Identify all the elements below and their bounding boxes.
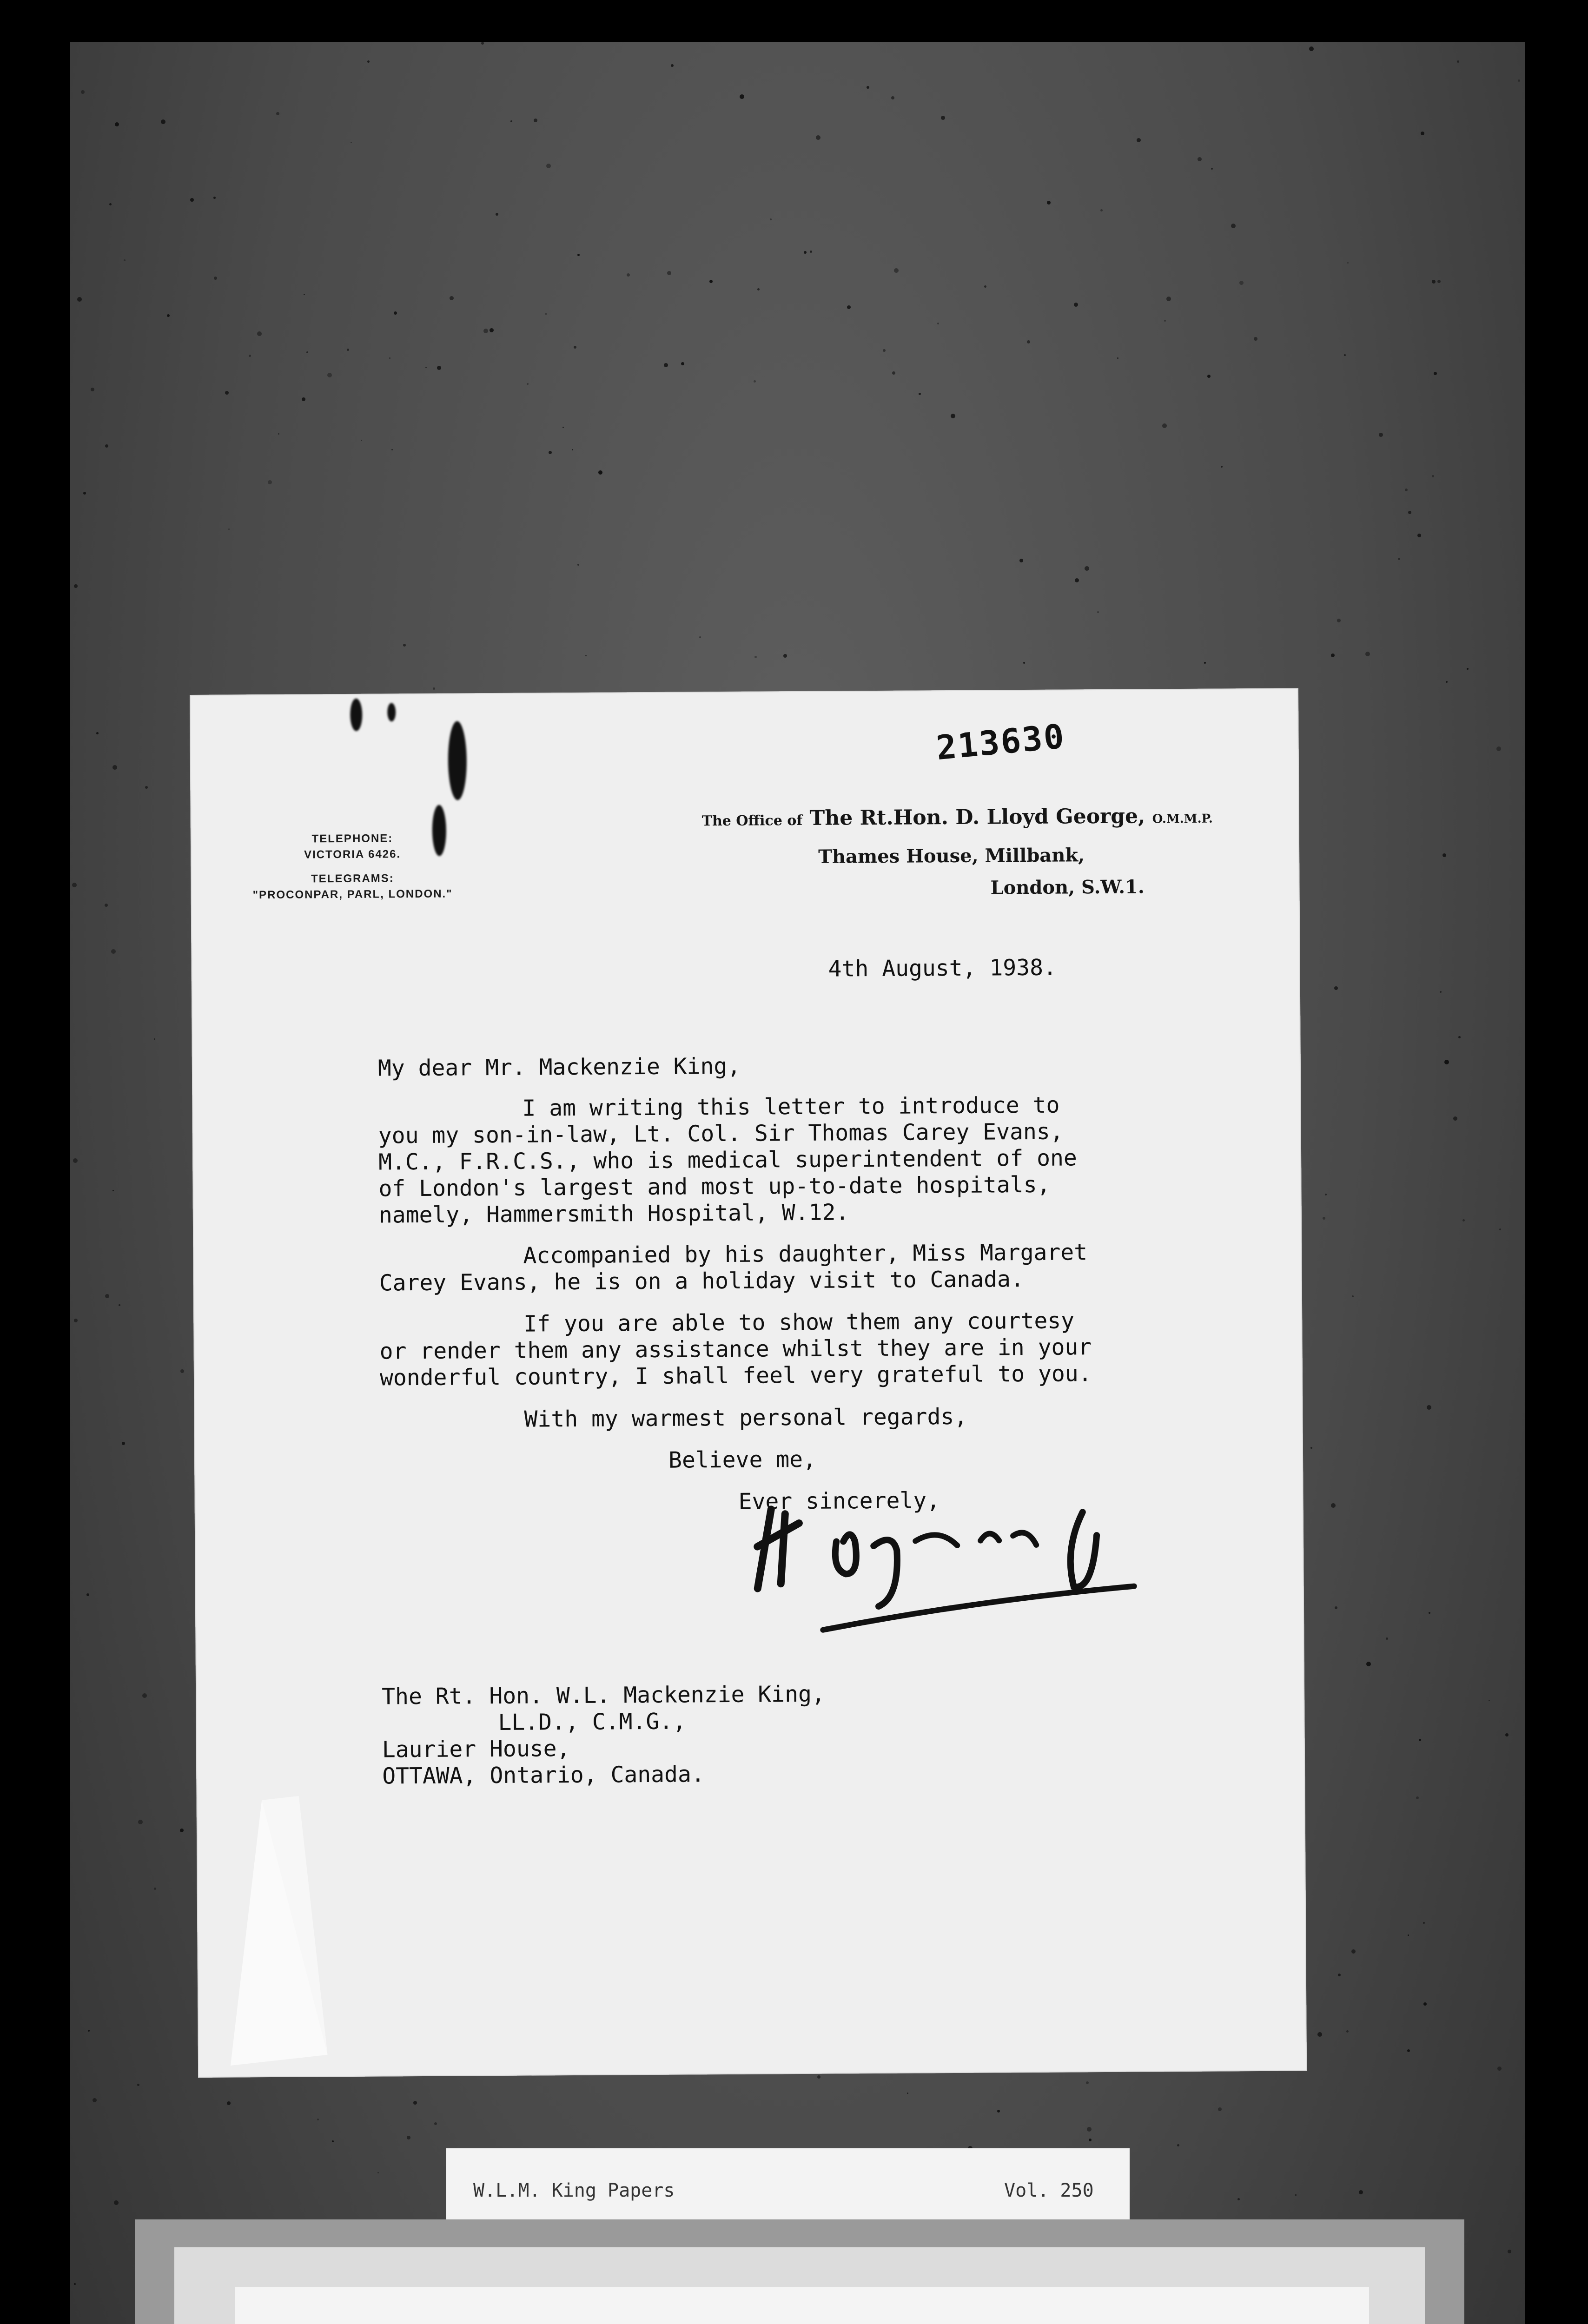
telegrams-label: TELEGRAMS: [311,872,394,885]
dust-speck [883,349,886,352]
paragraph-line: of London's largest and most up-to-date hospitals, [378,1171,1051,1202]
dust-speck [804,251,807,254]
dust-speck [450,296,454,300]
dust-speck [249,355,251,357]
dust-speck [317,2119,319,2120]
dust-speck [327,373,332,377]
dust-speck [361,440,362,441]
dust-speck [894,268,899,273]
dust-speck [483,329,488,333]
dust-speck [1434,372,1437,375]
address-line-2: London, S.W.1. [990,876,1145,899]
dust-speck [434,2122,437,2125]
dust-speck [1432,475,1434,477]
dust-speck [740,94,744,99]
dust-speck [1462,1219,1465,1221]
dust-speck [1457,60,1459,63]
dust-speck [1421,132,1424,135]
paragraph-line: Carey Evans, he is on a holiday visit to Canada. [379,1266,1025,1296]
dust-speck [304,294,305,295]
dust-speck [1198,157,1202,161]
dust-speck [699,636,701,638]
dust-speck [88,2030,90,2032]
dust-speck [1337,619,1341,622]
dust-speck [562,427,564,428]
dust-speck [1166,297,1171,301]
dust-speck [1325,1194,1327,1195]
dust-speck [1344,354,1346,356]
recipient-line: Laurier House, [382,1736,570,1763]
dust-speck [754,656,757,658]
dust-speck [190,198,194,202]
dust-speck [124,259,126,261]
dust-speck [667,271,671,275]
paragraph-line: wonderful country, I shall feel very grateful to you. [379,1360,1092,1391]
dust-speck [1117,357,1118,359]
dust-speck [941,116,945,120]
dust-speck [122,1442,125,1445]
paragraph-line: Accompanied by his daughter, Miss Margaret [523,1239,1088,1269]
dust-speck [96,732,99,734]
office-line [701,804,1259,831]
dust-speck [1440,991,1442,993]
dust-speck [138,1820,143,1824]
dust-speck [1027,340,1030,343]
dust-speck [1317,2032,1322,2037]
dust-speck [1310,1447,1312,1449]
dust-speck [907,2093,908,2094]
document-number: 213630 [934,716,1067,768]
dust-speck [1164,320,1166,322]
dust-speck [1442,853,1446,857]
dust-speck [1211,168,1213,170]
dust-speck [919,393,921,395]
dust-speck [1237,2198,1240,2200]
dust-speck [111,949,116,954]
dust-speck [1437,280,1441,283]
dust-speck [180,1829,184,1832]
ink-smudge [350,699,362,731]
dust-speck [1365,652,1370,656]
dust-speck [754,380,756,383]
letterhead-office [701,804,1260,900]
dust-speck [951,414,955,418]
dust-speck [1254,337,1257,341]
dust-speck [585,655,587,656]
dust-speck [1386,1637,1388,1640]
dust-speck [1352,1295,1354,1297]
dust-speck [1423,1922,1425,1924]
dust-speck [1239,281,1244,285]
letter-page [190,688,1307,2078]
dust-speck [119,1304,120,1306]
dust-speck [1023,662,1025,664]
dust-speck [496,213,498,216]
dust-speck [112,765,117,770]
dust-speck [81,90,85,94]
dust-speck [1323,1217,1325,1220]
dust-speck [1177,2144,1179,2146]
dust-speck [1295,2194,1297,2196]
dust-speck [83,492,86,495]
dust-speck [1221,466,1223,468]
handwritten-signature [738,1488,1158,1644]
dust-speck [1432,280,1436,284]
dust-speck [1408,1934,1409,1936]
dust-speck [783,654,787,658]
dust-speck [154,1888,156,1890]
letterhead-contacts [241,830,464,903]
dust-speck [1075,578,1079,582]
dust-speck [1497,2067,1502,2071]
dust-speck [510,120,512,122]
dust-speck [93,2098,97,2102]
dust-speck [1467,668,1469,670]
dust-speck [598,470,602,475]
dust-speck [1359,2190,1363,2194]
dust-speck [1074,303,1078,307]
dust-speck [112,1190,114,1191]
dust-speck [1458,1036,1461,1038]
dust-speck [351,142,352,143]
volume-label: Vol. 250 [1004,2180,1094,2201]
dust-speck [1366,1662,1371,1666]
dust-speck [1427,1405,1431,1410]
dust-speck [892,371,895,375]
dust-speck [1346,2030,1349,2033]
dust-speck [77,297,82,302]
dust-speck [115,122,119,126]
dust-speck [1100,209,1103,211]
dust-speck [891,96,894,99]
salutation: My dear Mr. Mackenzie King, [377,1053,741,1082]
dust-speck [1499,1228,1501,1230]
dust-speck [1408,511,1411,514]
paragraph-line: If you are able to show them any courtesy [523,1307,1075,1337]
dust-speck [1218,2107,1222,2111]
dust-speck [1231,224,1236,228]
dust-speck [1085,566,1089,571]
dust-speck [302,397,305,401]
dust-speck [425,367,427,368]
dust-speck [847,305,851,309]
dust-speck [1047,201,1051,205]
dust-speck [770,218,772,220]
dust-speck [1496,746,1501,751]
dust-speck [1453,1116,1457,1121]
recipient-line: LL.D., C.M.G., [498,1708,687,1736]
dust-speck [228,528,230,530]
dust-speck [407,2136,410,2139]
dust-speck [306,351,308,353]
archives-card-frame [135,2219,1464,2324]
dust-speck [816,135,820,140]
dust-speck [180,1369,184,1373]
telephone-label: TELEPHONE: [311,832,393,845]
paragraph-line: I am writing this letter to introduce to [522,1092,1060,1122]
dust-speck [1405,489,1408,491]
dust-speck [1347,262,1349,264]
dust-speck [437,366,441,370]
dust-speck [367,60,370,63]
dust-speck [1331,654,1335,657]
dust-speck [1086,2081,1089,2084]
dust-speck [1423,2002,1427,2006]
dust-speck [1489,1700,1490,1701]
dust-speck [72,883,77,887]
dust-speck [1379,433,1383,437]
paragraph-line: or render them any assistance whilst they are in your [379,1334,1092,1365]
dust-speck [1446,681,1448,683]
dust-speck [1518,79,1520,82]
dust-speck [1429,1612,1430,1614]
dust-speck [377,2172,379,2173]
dust-speck [105,1294,109,1298]
dust-speck [1334,986,1338,990]
dust-speck [664,363,668,367]
dust-speck [225,391,229,395]
dust-speck [227,2101,231,2105]
dust-speck [167,314,170,317]
telegrams-value: "PROCONPAR, PARL, LONDON." [252,887,453,902]
dust-speck [1089,2139,1092,2141]
ink-smudge [387,703,396,721]
dust-speck [572,449,573,450]
address-line-1: Thames House, Millbank, [818,844,1085,868]
dust-speck [984,285,986,288]
paragraph-line: M.C., F.R.C.S., who is medical superintendent of one [378,1145,1078,1175]
archives-card [235,2287,1369,2324]
dust-speck [527,383,529,385]
dust-speck [1019,559,1023,562]
dust-speck [627,273,630,277]
dust-speck [137,2084,139,2086]
dust-speck [671,64,674,67]
dust-speck [1508,2250,1511,2253]
dust-speck [1335,1606,1337,1609]
dust-speck [74,584,78,588]
dust-speck [109,203,112,205]
letter-date: 4th August, 1938. [828,954,1057,982]
dust-speck [214,277,217,280]
dust-speck [391,449,393,450]
dust-speck [817,2075,820,2079]
dust-speck [937,323,939,324]
dust-speck [268,480,272,484]
dust-speck [91,388,94,391]
dust-speck [1505,1733,1509,1736]
dust-speck [276,112,279,115]
paragraph-line: you my son-in-law, Lt. Col. Sir Thomas Carey Evans, [378,1118,1064,1149]
dust-speck [105,904,108,907]
recipient-line: OTTAWA, Ontario, Canada. [382,1761,705,1789]
closing-regards: With my warmest personal regards, [524,1403,968,1433]
dust-speck [1407,2049,1410,2052]
dust-speck [1137,138,1141,142]
recipient-line: The Rt. Hon. W.L. Mackenzie King, [382,1681,825,1710]
dust-speck [154,1038,155,1040]
dust-speck [1419,1739,1421,1741]
dust-speck [74,1319,78,1322]
dust-speck [161,119,165,124]
dust-speck [709,280,713,283]
dust-speck [389,357,390,359]
dust-speck [1087,2127,1092,2132]
dust-speck [105,444,108,448]
dust-speck [213,197,216,199]
dust-speck [1162,423,1167,428]
dust-speck [681,362,684,365]
dust-speck [810,251,812,253]
dust-speck [145,786,148,789]
paper-fold [202,1796,328,2066]
dust-speck [1309,46,1314,51]
closing-sincerely: Ever sincerely, [738,1487,940,1515]
dust-speck [278,433,279,435]
dust-speck [403,644,406,647]
dust-speck [1444,1060,1449,1064]
dust-speck [1331,1503,1336,1508]
dust-speck [413,2101,417,2105]
dust-speck [1351,1949,1356,1954]
dust-speck [490,328,494,332]
dust-speck [867,86,869,89]
dust-speck [1417,534,1421,537]
paragraph-line: namely, Hammersmith Hospital, W.12. [378,1199,849,1228]
collection-label: W.L.M. King Papers [473,2180,675,2201]
dust-speck [114,2200,119,2205]
dust-speck [1416,1796,1419,1799]
dust-speck [257,331,262,336]
dust-speck [86,1593,89,1596]
dust-speck [1207,375,1211,378]
telephone-value: VICTORIA 6426. [304,848,401,861]
dust-speck [534,119,537,122]
dust-speck [481,42,484,45]
dust-speck [546,164,551,168]
dust-speck [142,1693,147,1698]
dust-speck [1398,558,1400,560]
dust-speck [574,346,576,349]
dust-speck [1204,662,1206,664]
dust-speck [997,2110,1000,2113]
dust-speck [74,2283,76,2285]
dust-speck [577,564,579,566]
dust-speck [73,1158,78,1163]
dust-speck [347,349,349,351]
ink-smudge [448,721,467,800]
dust-speck [757,288,760,290]
dust-speck [433,687,435,690]
office-name: The Rt.Hon. D. Lloyd George, [809,804,1145,830]
dust-speck [577,254,580,256]
office-prefix: The Office of [701,812,803,830]
closing-believe: Believe me, [668,1446,817,1473]
dust-speck [1097,611,1099,613]
dust-speck [394,311,397,315]
dust-speck [1338,1974,1341,1976]
dust-speck [332,2140,334,2142]
office-suffix: O.M.M.P. [1152,812,1213,826]
dust-speck [549,451,552,454]
dust-speck [545,313,547,315]
